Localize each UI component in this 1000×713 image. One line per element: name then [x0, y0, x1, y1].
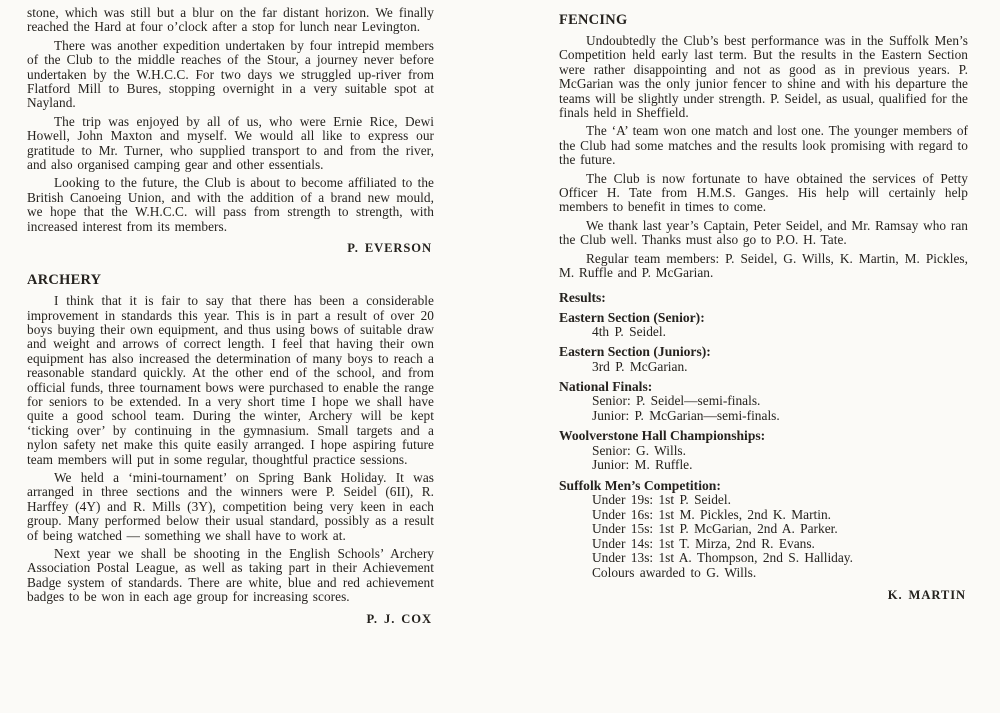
- left-column: [27, 6, 434, 627]
- canoeing-paragraph-4: Looking to the future, the Club is about to become affiliated to the British Canoeing Union, and with the addition of a brand new mould, we hope that the W.H.C.C. will pass from strength to strength, with increased interest from its members.: [27, 175, 434, 234]
- result-line: Senior: G. Wills.: [592, 442, 686, 458]
- canoeing-section: [27, 6, 434, 256]
- canoeing-paragraph-1: stone, which was still but a blur on the far distant horizon. We finally reached the Hard at four o’clock after a stop for lunch near Levington.: [27, 5, 434, 35]
- result-line: 4th P. Seidel.: [592, 323, 666, 339]
- archery-paragraph-3: Next year we shall be shooting in the English Schools’ Archery Association Postal League, as well as taking part in their Achievement Badge system of standards. There are white, blue and red achievement badges to be won in each age group for increasing scores.: [27, 546, 434, 605]
- result-line: Under 15s: 1st P. McGarian, 2nd A. Parker.: [592, 521, 838, 537]
- result-group-heading: Woolverstone Hall Championships:: [559, 428, 766, 444]
- fencing-paragraph-4: We thank last year’s Captain, Peter Seidel, and Mr. Ramsay who ran the Club well. Thanks must also go to P.O. H. Tate.: [559, 217, 968, 248]
- result-line: Under 13s: 1st A. Thompson, 2nd S. Halliday.: [592, 550, 853, 566]
- result-group-heading: Eastern Section (Juniors):: [559, 344, 711, 360]
- archery-paragraph-1: I think that it is fair to say that there has been a considerable improvement in standards this year. This is in part a result of over 20 boys buying their own equipment, and thus using bows of suitable draw and weight and arrows of correct length. I feel that having their own equipment has also increased the determination of many boys to reach a reasonable standard quickly. At the other end of the school, and from official funds, three tournament bows were purchased to enable the range for seniors to be extended. In a very short time I hope we shall have quite a good school team. During the winter, Archery will be kept ‘ticking over’ by continuing in the gymnasium. Small targets and a nylon safety net make this quite easily arranged. I hope aspiring future team members will put in some regular, thoughtful practice sessions.: [27, 293, 434, 467]
- fencing-paragraph-1: Undoubtedly the Club’s best performance was in the Suffolk Men’s Competition held early last term. But the results in the Eastern Section were rather disappointing and not as good as in previous years. P. McGarian was the only junior fencer to shine and with his departure the teams will be slightly under strength. P. Seidel, as usual, qualified for the finals held in Sheffield.: [559, 33, 968, 121]
- result-line: Under 14s: 1st T. Mirza, 2nd R. Evans.: [592, 535, 815, 551]
- fencing-paragraph-2: The ‘A’ team won one match and lost one. The younger members of the Club had some matches and the results look promising with regard to the future.: [559, 123, 968, 168]
- fencing-signature: K. MARTIN: [887, 587, 966, 602]
- fencing-paragraph-3: The Club is now fortunate to have obtained the services of Petty Officer H. Tate from H.M.S. Ganges. His help will certainly help members to benefit in times to come.: [559, 170, 968, 215]
- result-line: Senior: P. Seidel—semi-finals.: [592, 393, 761, 409]
- result-line: Junior: P. McGarian—semi-finals.: [592, 407, 780, 423]
- archery-section: [27, 272, 434, 627]
- right-column: [559, 12, 968, 603]
- archery-paragraph-2: We held a ‘mini-tournament’ on Spring Bank Holiday. It was arranged in three sections and the winners were P. Seidel (6II), R. Harffey (4Y) and R. Mills (3Y), competition being very keen in each group. Many performed below their usual standard, possibly as a result of being watched — something we shall have to work at.: [27, 469, 434, 543]
- result-group-heading: Eastern Section (Senior):: [559, 309, 705, 325]
- result-group-national-finals: [559, 379, 968, 423]
- result-group-eastern-senior: [559, 310, 968, 340]
- result-group-heading: National Finals:: [559, 379, 653, 395]
- result-group-heading: Suffolk Men’s Competition:: [559, 477, 721, 493]
- result-line: Under 19s: 1st P. Seidel.: [592, 492, 731, 508]
- result-line: Under 16s: 1st M. Pickles, 2nd K. Martin.: [592, 506, 832, 522]
- result-line: 3rd P. McGarian.: [592, 358, 688, 374]
- result-line: Colours awarded to G. Wills.: [592, 565, 757, 581]
- result-group-suffolk-mens-competition: [559, 478, 968, 581]
- canoeing-paragraph-3: The trip was enjoyed by all of us, who were Ernie Rice, Dewi Howell, John Maxton and myself. We would all like to express our gratitude to Mr. Turner, who supplied transport to and from the river, and also organised camping gear and other essentials.: [27, 113, 434, 173]
- result-group-woolverstone-championships: [559, 428, 968, 472]
- canoeing-signature: P. EVERSON: [347, 241, 432, 256]
- result-line: Junior: M. Ruffle.: [592, 457, 693, 473]
- fencing-section: [559, 12, 968, 603]
- canoeing-paragraph-2: There was another expedition undertaken by four intrepid members of the Club to the middle reaches of the Stour, a journey never before undertaken by the W.H.C.C. For two days we struggled up-river from Flatford Mill to Bures, stopping overnight in a very suitable spot at Nayland.: [27, 37, 434, 111]
- result-group-eastern-juniors: [559, 344, 968, 374]
- fencing-paragraph-5: Regular team members: P. Seidel, G. Wills, K. Martin, M. Pickles, M. Ruffle and P. McGarian.: [559, 250, 968, 281]
- fencing-heading: FENCING: [559, 12, 628, 28]
- archery-signature: P. J. COX: [366, 611, 432, 626]
- results-label: Results:: [559, 289, 606, 305]
- archery-heading: ARCHERY: [27, 272, 102, 289]
